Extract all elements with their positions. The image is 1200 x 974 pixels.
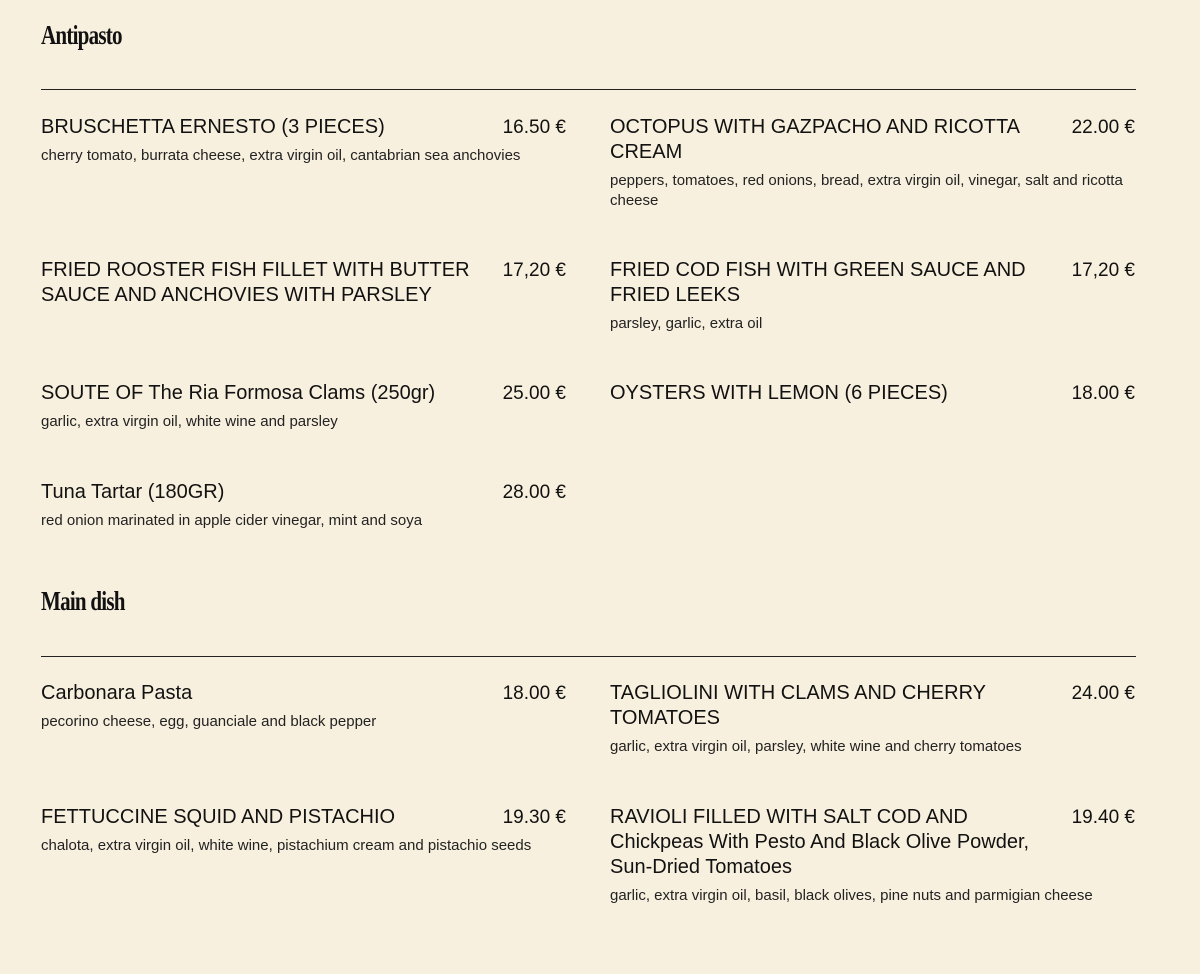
menu-item [610, 681, 1135, 757]
menu-item-price: 28.00 € [502, 482, 566, 503]
menu-item-name: Tuna Tartar (180GR) [41, 481, 225, 503]
menu-item [41, 381, 566, 432]
section-title-main-dish: Main dish [41, 586, 125, 616]
menu-item-name: FRIED COD FISH WITH GREEN SAUCE AND FRIED LEEKS [610, 259, 1026, 306]
menu-item-price: 18.00 € [502, 683, 566, 704]
menu-item-price: 16.50 € [502, 117, 566, 138]
menu-item [610, 805, 1135, 906]
section-divider [41, 89, 1136, 90]
menu-item [610, 381, 1135, 406]
menu-item-price: 25.00 € [502, 383, 566, 404]
menu-item [610, 115, 1135, 211]
menu-item-name: BRUSCHETTA ERNESTO (3 PIECES) [41, 116, 385, 138]
menu-item-description: garlic, extra virgin oil, parsley, white wine and cherry tomatoes [610, 738, 1022, 755]
section-divider [41, 656, 1136, 657]
menu-item [41, 480, 566, 531]
menu-item-description: garlic, extra virgin oil, basil, black olives, pine nuts and parmigian cheese [610, 887, 1093, 904]
menu-item-price: 18.00 € [1071, 383, 1135, 404]
menu-item-name: OCTOPUS WITH GAZPACHO AND RICOTTA CREAM [610, 116, 1019, 163]
menu-item-name: OYSTERS WITH LEMON (6 PIECES) [610, 382, 948, 404]
menu-item-price: 17,20 € [1071, 260, 1135, 281]
menu-item-name: SOUTE OF The Ria Formosa Clams (250gr) [41, 382, 436, 404]
menu-item-price: 19.40 € [1071, 807, 1135, 828]
menu-item-description: parsley, garlic, extra oil [610, 315, 763, 332]
menu-item-name: RAVIOLI FILLED WITH SALT COD AND Chickpeas With Pesto And Black Olive Powder, Sun-Dried Tomatoes [610, 806, 1030, 878]
menu-item [41, 115, 566, 166]
menu-item-name: TAGLIOLINI WITH CLAMS AND CHERRY TOMATOES [610, 682, 986, 729]
menu-item-description: chalota, extra virgin oil, white wine, pistachium cream and pistachio seeds [41, 837, 532, 854]
section-title-antipasto: Antipasto [41, 20, 122, 50]
menu-item-description: pecorino cheese, egg, guanciale and black pepper [41, 713, 377, 730]
menu-item-name: Carbonara Pasta [41, 682, 193, 704]
menu-item-description: garlic, extra virgin oil, white wine and parsley [41, 413, 338, 430]
menu-item [41, 258, 566, 308]
menu-item-description: cherry tomato, burrata cheese, extra virgin oil, cantabrian sea anchovies [41, 147, 521, 164]
menu-item-description: peppers, tomatoes, red onions, bread, extra virgin oil, vinegar, salt and ricotta cheese [610, 172, 1123, 209]
menu-item-name: FETTUCCINE SQUID AND PISTACHIO [41, 806, 396, 828]
menu-item-description: red onion marinated in apple cider vinegar, mint and soya [41, 512, 423, 529]
menu-item-name: FRIED ROOSTER FISH FILLET WITH BUTTER SAUCE AND ANCHOVIES WITH PARSLEY [41, 259, 470, 306]
menu-item [610, 258, 1135, 334]
menu-item-price: 24.00 € [1071, 683, 1135, 704]
menu-item [41, 805, 566, 856]
menu-item [41, 681, 566, 732]
menu-item-price: 19.30 € [502, 807, 566, 828]
menu-item-price: 22.00 € [1071, 117, 1135, 138]
menu-item-price: 17,20 € [502, 260, 566, 281]
